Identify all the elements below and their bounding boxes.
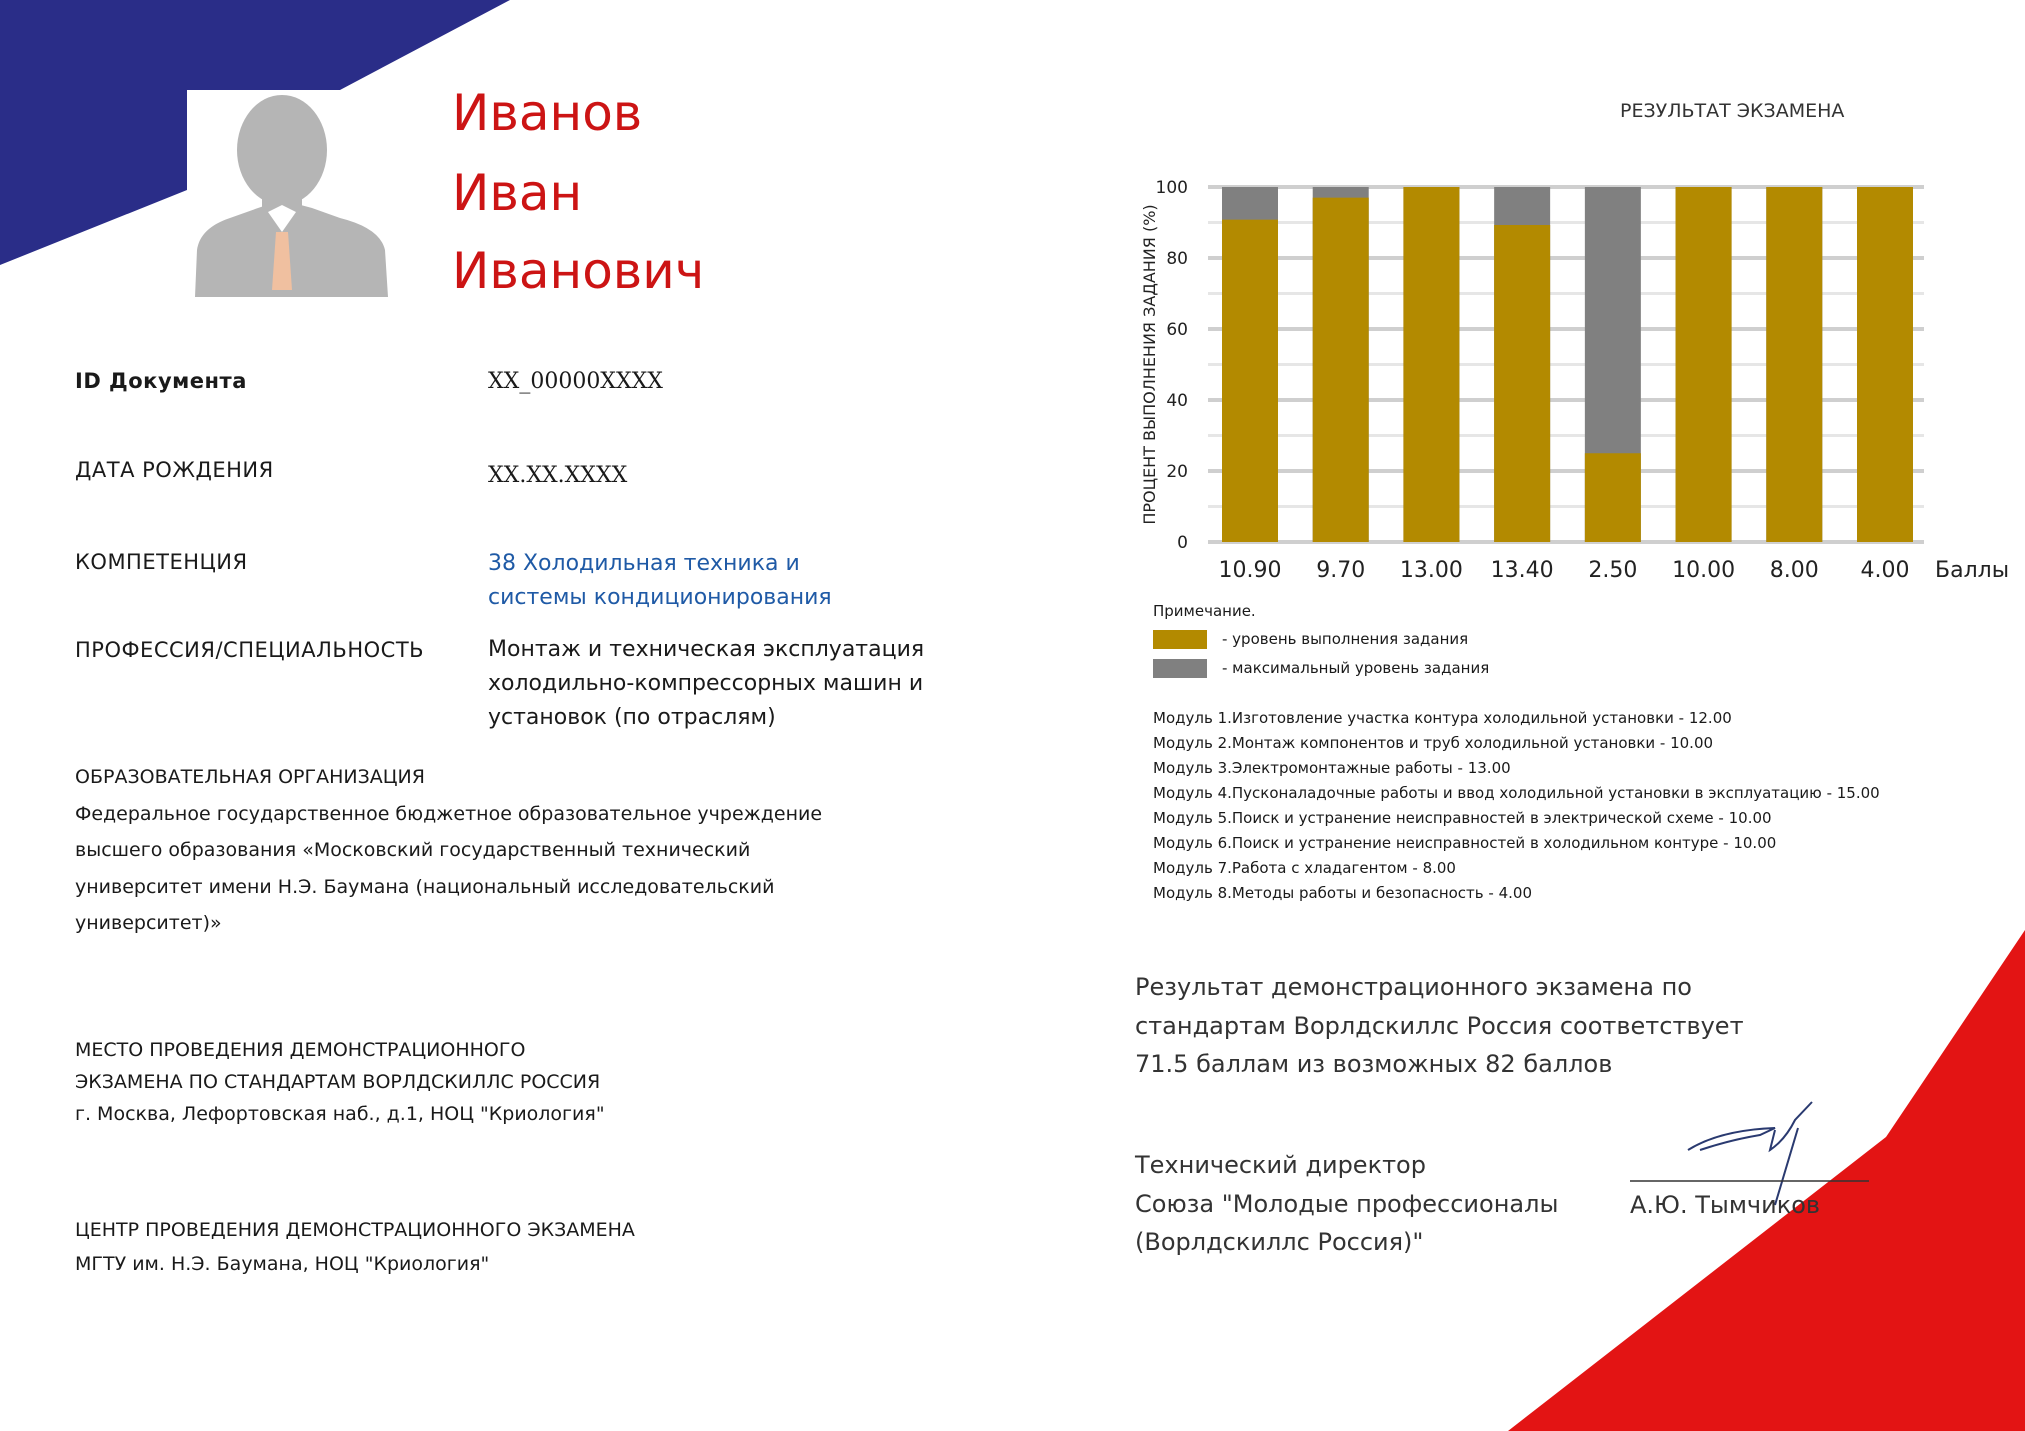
x-tick-label: 2.50 [1588, 558, 1638, 583]
bar-achieved-level [1222, 220, 1278, 542]
signatory-title-line: Союза "Молодые профессионалы [1135, 1189, 1559, 1218]
result-line: стандартам Ворлдскиллс Россия соответствует [1135, 1011, 1744, 1040]
module-item: Модуль 1.Изготовление участка контура холодильной установки - 12.00 [1153, 709, 1732, 727]
y-tick-label: 100 [1155, 178, 1188, 198]
x-tick-label: 13.40 [1490, 558, 1554, 583]
birth-date-label: ДАТА РОЖДЕНИЯ [75, 458, 274, 482]
bar-achieved-level [1313, 198, 1369, 542]
venue-address: г. Москва, Лефортовская наб., д.1, НОЦ "Криология" [75, 1103, 605, 1125]
result-line: 71.5 баллам из возможных 82 баллов [1135, 1050, 1613, 1078]
x-tick-label: 8.00 [1769, 558, 1819, 583]
birth-date-value: XX.XX.XXXX [488, 463, 628, 488]
organization-line: Федеральное государственное бюджетное образовательное учреждение [75, 802, 823, 825]
document-id-value: XX_00000XXXX [488, 369, 663, 394]
x-tick-label: 10.90 [1218, 558, 1282, 583]
signatory-title-line: Технический директор [1135, 1151, 1426, 1179]
module-item: Модуль 8.Методы работы и безопасность - 4.00 [1153, 884, 1532, 902]
x-tick-label: 10.00 [1672, 558, 1736, 583]
profession-line: установок (по отраслям) [488, 705, 776, 730]
organization-title: ОБРАЗОВАТЕЛЬНАЯ ОРГАНИЗАЦИЯ [75, 766, 425, 788]
y-tick-label: 80 [1166, 249, 1188, 269]
y-tick-label: 60 [1166, 320, 1188, 340]
profession-line: Монтаж и техническая эксплуатация [488, 637, 925, 662]
patronymic: Иванович [452, 242, 705, 300]
x-tick-label: 9.70 [1316, 558, 1366, 583]
signatory-name: А.Ю. Тымчиков [1630, 1191, 1821, 1219]
chart-title: РЕЗУЛЬТАТ ЭКЗАМЕНА [1620, 100, 1845, 122]
x-tick-label: 13.00 [1399, 558, 1463, 583]
bar-achieved-level [1857, 187, 1913, 542]
module-item: Модуль 4.Пусконаладочные работы и ввод холодильной установки в эксплуатацию - 15.00 [1153, 784, 1880, 802]
venue-title: МЕСТО ПРОВЕДЕНИЯ ДЕМОНСТРАЦИОННОГО [75, 1039, 526, 1061]
bar-achieved-level [1766, 187, 1822, 542]
surname: Иванов [452, 84, 643, 142]
y-tick-label: 0 [1177, 533, 1188, 553]
legend-title: Примечание. [1153, 602, 1256, 620]
legend-swatch-achieved [1153, 630, 1207, 649]
competence-line: 38 Холодильная техника и [488, 551, 800, 576]
first-name: Иван [452, 164, 583, 222]
x-axis-title: Баллы [1935, 558, 2010, 583]
center-value: МГТУ им. Н.Э. Баумана, НОЦ "Криология" [75, 1253, 490, 1275]
competence-line: системы кондиционирования [488, 585, 832, 610]
signatory-title [1135, 1146, 1558, 1262]
legend-label-achieved: - уровень выполнения задания [1222, 630, 1469, 648]
module-item: Модуль 3.Электромонтажные работы - 13.00 [1153, 759, 1511, 777]
profession-label: ПРОФЕССИЯ/СПЕЦИАЛЬНОСТЬ [75, 638, 425, 662]
organization-line: университет)» [75, 912, 222, 934]
bar-achieved-level [1676, 187, 1732, 542]
y-axis-title: ПРОЦЕНТ ВЫПОЛНЕНИЯ ЗАДАНИЯ (%) [1140, 204, 1159, 525]
module-item: Модуль 5.Поиск и устранение неисправностей в электрической схеме - 10.00 [1153, 809, 1772, 827]
module-item: Модуль 7.Работа с хладагентом - 8.00 [1153, 859, 1456, 877]
legend-swatch-max [1153, 659, 1207, 678]
bar-achieved-level [1585, 453, 1641, 542]
y-tick-label: 20 [1166, 462, 1188, 482]
module-item: Модуль 2.Монтаж компонентов и труб холодильной установки - 10.00 [1153, 734, 1714, 752]
venue-title: ЭКЗАМЕНА ПО СТАНДАРТАМ ВОРЛДСКИЛЛС РОССИЯ [75, 1071, 601, 1093]
modules-list [1153, 706, 1880, 906]
result-line: Результат демонстрационного экзамена по [1135, 973, 1692, 1001]
organization-line: университет имени Н.Э. Баумана (национальный исследовательский [75, 875, 775, 898]
result-statement [1135, 968, 1744, 1084]
bar-achieved-level [1403, 187, 1459, 542]
y-tick-label: 40 [1166, 391, 1188, 411]
profession-line: холодильно-компрессорных машин и [488, 671, 924, 696]
center-title: ЦЕНТР ПРОВЕДЕНИЯ ДЕМОНСТРАЦИОННОГО ЭКЗАМЕНА [75, 1219, 635, 1241]
x-tick-label: 4.00 [1860, 558, 1910, 583]
signatory-title-line: (Ворлдскиллс Россия)" [1135, 1228, 1424, 1256]
organization-line: высшего образования «Московский государственный технический [75, 839, 751, 861]
legend-label-max: - максимальный уровень задания [1222, 659, 1490, 677]
document-id-label: ID Документа [75, 369, 247, 393]
module-item: Модуль 6.Поиск и устранение неисправностей в холодильном контуре - 10.00 [1153, 834, 1777, 852]
bar-achieved-level [1494, 225, 1550, 542]
competence-label: КОМПЕТЕНЦИЯ [75, 550, 248, 574]
